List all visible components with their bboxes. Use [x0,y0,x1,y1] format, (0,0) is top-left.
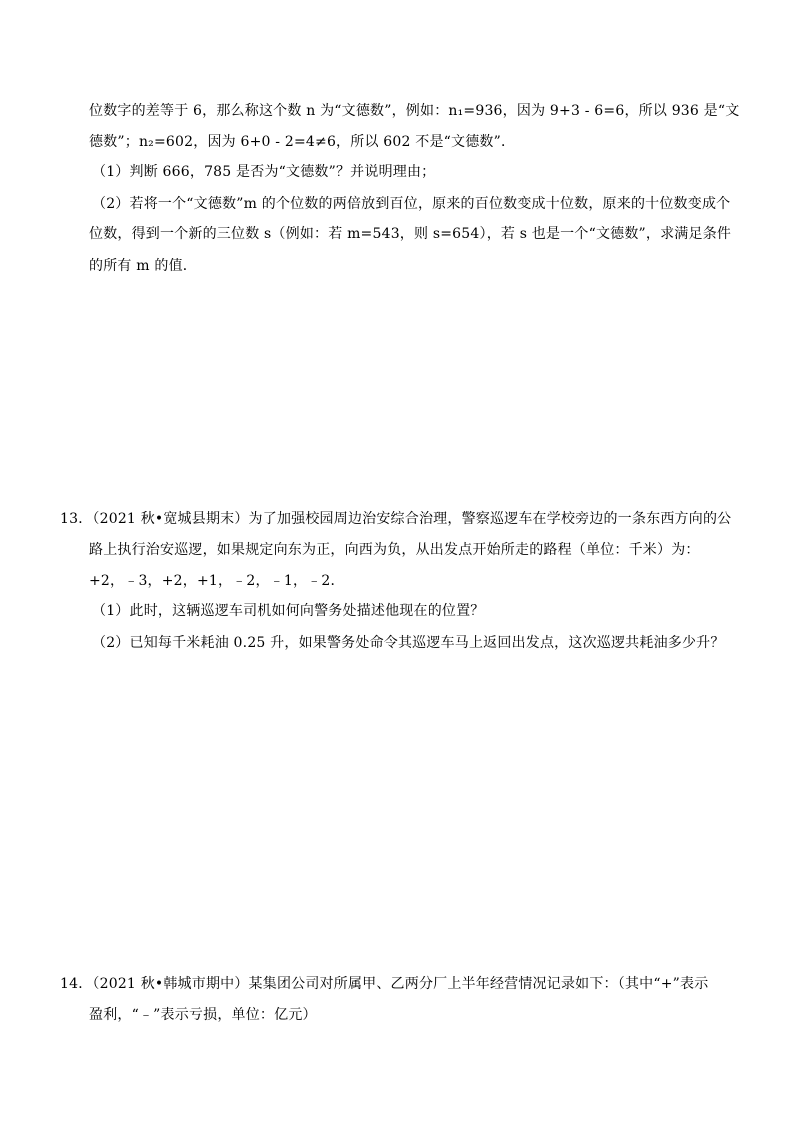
q13-part-1: （1）此时，这辆巡逻车司机如何向警务处描述他现在的位置？ [92,603,485,619]
q12-text-line-2: 德数”；n₂=602，因为 6+0 - 2=4≠6，所以 602 不是“文德数”． [89,134,516,150]
q13-text-line-2: 路上执行治安巡逻，如果规定向东为正，向西为负，从出发点开始所走的路程（单位：千米）为： [89,542,700,558]
q12-part-2-line-2: 位数，得到一个新的三位数 s（例如：若 m=543，则 s=654），若 s 也是一个“文德数”，求满足条件 [89,226,732,242]
q14-text-line-2: 盈利，“﹣”表示亏损，单位：亿元） [89,1007,317,1023]
q13-text-line-1: 13．（2021 秋•宽城县期末）为了加强校园周边治安综合治理，警察巡逻车在学校旁边的一条东西方向的公 [60,511,732,527]
q12-part-2-line-1: （2）若将一个“文德数”m 的个位数的两倍放到百位，原来的百位数变成十位数，原来的十位数变成个 [92,196,731,212]
q13-distances: +2，﹣3，+2，+1，﹣2，﹣1，﹣2． [89,573,345,589]
q12-part-1: （1）判断 666，785 是否为“文德数”？并说明理由； [92,164,436,180]
q12-text-line-1: 位数字的差等于 6，那么称这个数 n 为“文德数”，例如：n₁=936，因为 9+3 - 6=6，所以 936 是“文 [89,103,740,119]
q14-text-line-1: 14．（2021 秋•韩城市期中）某集团公司对所属甲、乙两分厂上半年经营情况记录如下：（其中“+”表示 [60,976,709,992]
q13-part-2: （2）已知每千米耗油 0.25 升，如果警务处命令其巡逻车马上返回出发点，这次巡逻共耗油多少升？ [92,635,725,651]
q12-part-2-line-3: 的所有 m 的值． [89,258,197,274]
